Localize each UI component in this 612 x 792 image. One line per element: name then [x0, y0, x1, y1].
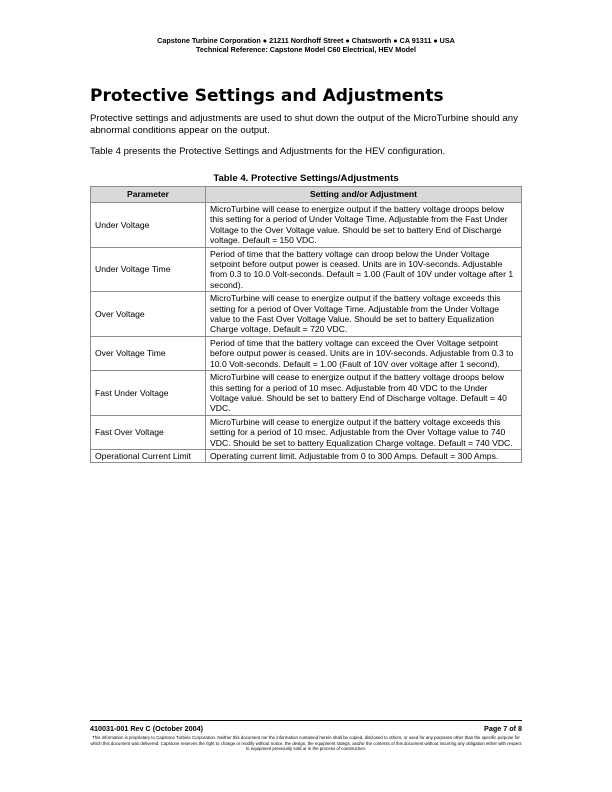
setting-cell: MicroTurbine will cease to energize output if the battery voltage exceeds this setting for a period of Over Voltage Time. Adjustable from the Under Voltage value to the Fast Over Voltage Value. Should be set to battery Equalization Charge voltage. Default = 720 VDC. [206, 292, 522, 337]
footer-divider [90, 720, 522, 721]
column-header-parameter: Parameter [91, 187, 206, 203]
setting-cell: Period of time that the battery voltage can exceed the Over Voltage setpoint before output power is ceased. Units are in 10V-seconds. Adjustable from 0.3 to 10.0 Volt-seconds. Default = 1.00 (Fault of 10V over voltage after 1 second). [206, 336, 522, 370]
parameter-cell: Fast Over Voltage [91, 415, 206, 449]
table-header-row [91, 187, 522, 203]
parameter-cell: Under Voltage [91, 203, 206, 248]
table-row [91, 292, 522, 337]
section-title: Protective Settings and Adjustments [90, 86, 444, 106]
document-number: 410031-001 Rev C (October 2004) [90, 724, 204, 733]
parameter-cell: Over Voltage [91, 292, 206, 337]
table-row [91, 203, 522, 248]
setting-cell: Period of time that the battery voltage can droop below the Under Voltage setpoint before output power is ceased. Units are in 10V-seconds. Adjustable from 0.3 to 10.0 Volt-seconds. Default = 1.00 (Fault of 10V under voltage after 1 second). [206, 247, 522, 292]
parameter-cell: Fast Under Voltage [91, 371, 206, 416]
parameter-cell: Over Voltage Time [91, 336, 206, 370]
proprietary-notice: This information is proprietary to Capstone Turbine Corporation. Neither this document nor the information contained herein shall be copied, disclosed to others, or used for any purposes other than the specific purpose for which this document was delivered. Capstone reserves the right to change or modify without notice, the design, the equipment ratings, and/or the contents of this document without incurring any obligation either with respect to equipment previously sold or in the process of construction. [90, 735, 522, 752]
table-caption: Table 4. Protective Settings/Adjustments [213, 173, 399, 184]
parameter-cell: Under Voltage Time [91, 247, 206, 292]
table-row [91, 247, 522, 292]
page-header [0, 36, 612, 54]
table-row [91, 371, 522, 416]
header-company-line: Capstone Turbine Corporation ● 21211 Nordhoff Street ● Chatsworth ● CA 91311 ● USA [157, 36, 455, 45]
table-row [91, 449, 522, 462]
setting-cell: MicroTurbine will cease to energize output if the battery voltage exceeds this setting for a period of 10 msec. Adjustable from the Over Voltage value to 740 VDC. Should be set to battery Equalization Charge voltage. Default = 740 VDC. [206, 415, 522, 449]
header-reference-line: Technical Reference: Capstone Model C60 Electrical, HEV Model [196, 45, 416, 54]
setting-cell: MicroTurbine will cease to energize output if the battery voltage droops below this setting for a period of 10 msec. Adjustable from 40 VDC to the Under Voltage value. Should be set to battery End of Discharge voltage. Default = 40 VDC. [206, 371, 522, 416]
intro-paragraph: Protective settings and adjustments are used to shut down the output of the MicroTurbine should any abnormal conditions appear on the output. [90, 113, 518, 136]
table-row [91, 415, 522, 449]
table-row [91, 336, 522, 370]
protective-settings-table [90, 186, 522, 463]
column-header-setting: Setting and/or Adjustment [206, 187, 522, 203]
page-number: Page 7 of 8 [484, 724, 522, 733]
setting-cell: MicroTurbine will cease to energize output if the battery voltage droops below this setting for a period of Under Voltage Time. Adjustable from the Fast Under Voltage to the Over Voltage value. Should be set to battery End of Discharge voltage. Default = 150 VDC. [206, 203, 522, 248]
setting-cell: Operating current limit. Adjustable from 0 to 300 Amps. Default = 300 Amps. [206, 449, 522, 462]
table-intro-paragraph: Table 4 presents the Protective Settings and Adjustments for the HEV configuration. [90, 146, 446, 157]
parameter-cell: Operational Current Limit [91, 449, 206, 462]
